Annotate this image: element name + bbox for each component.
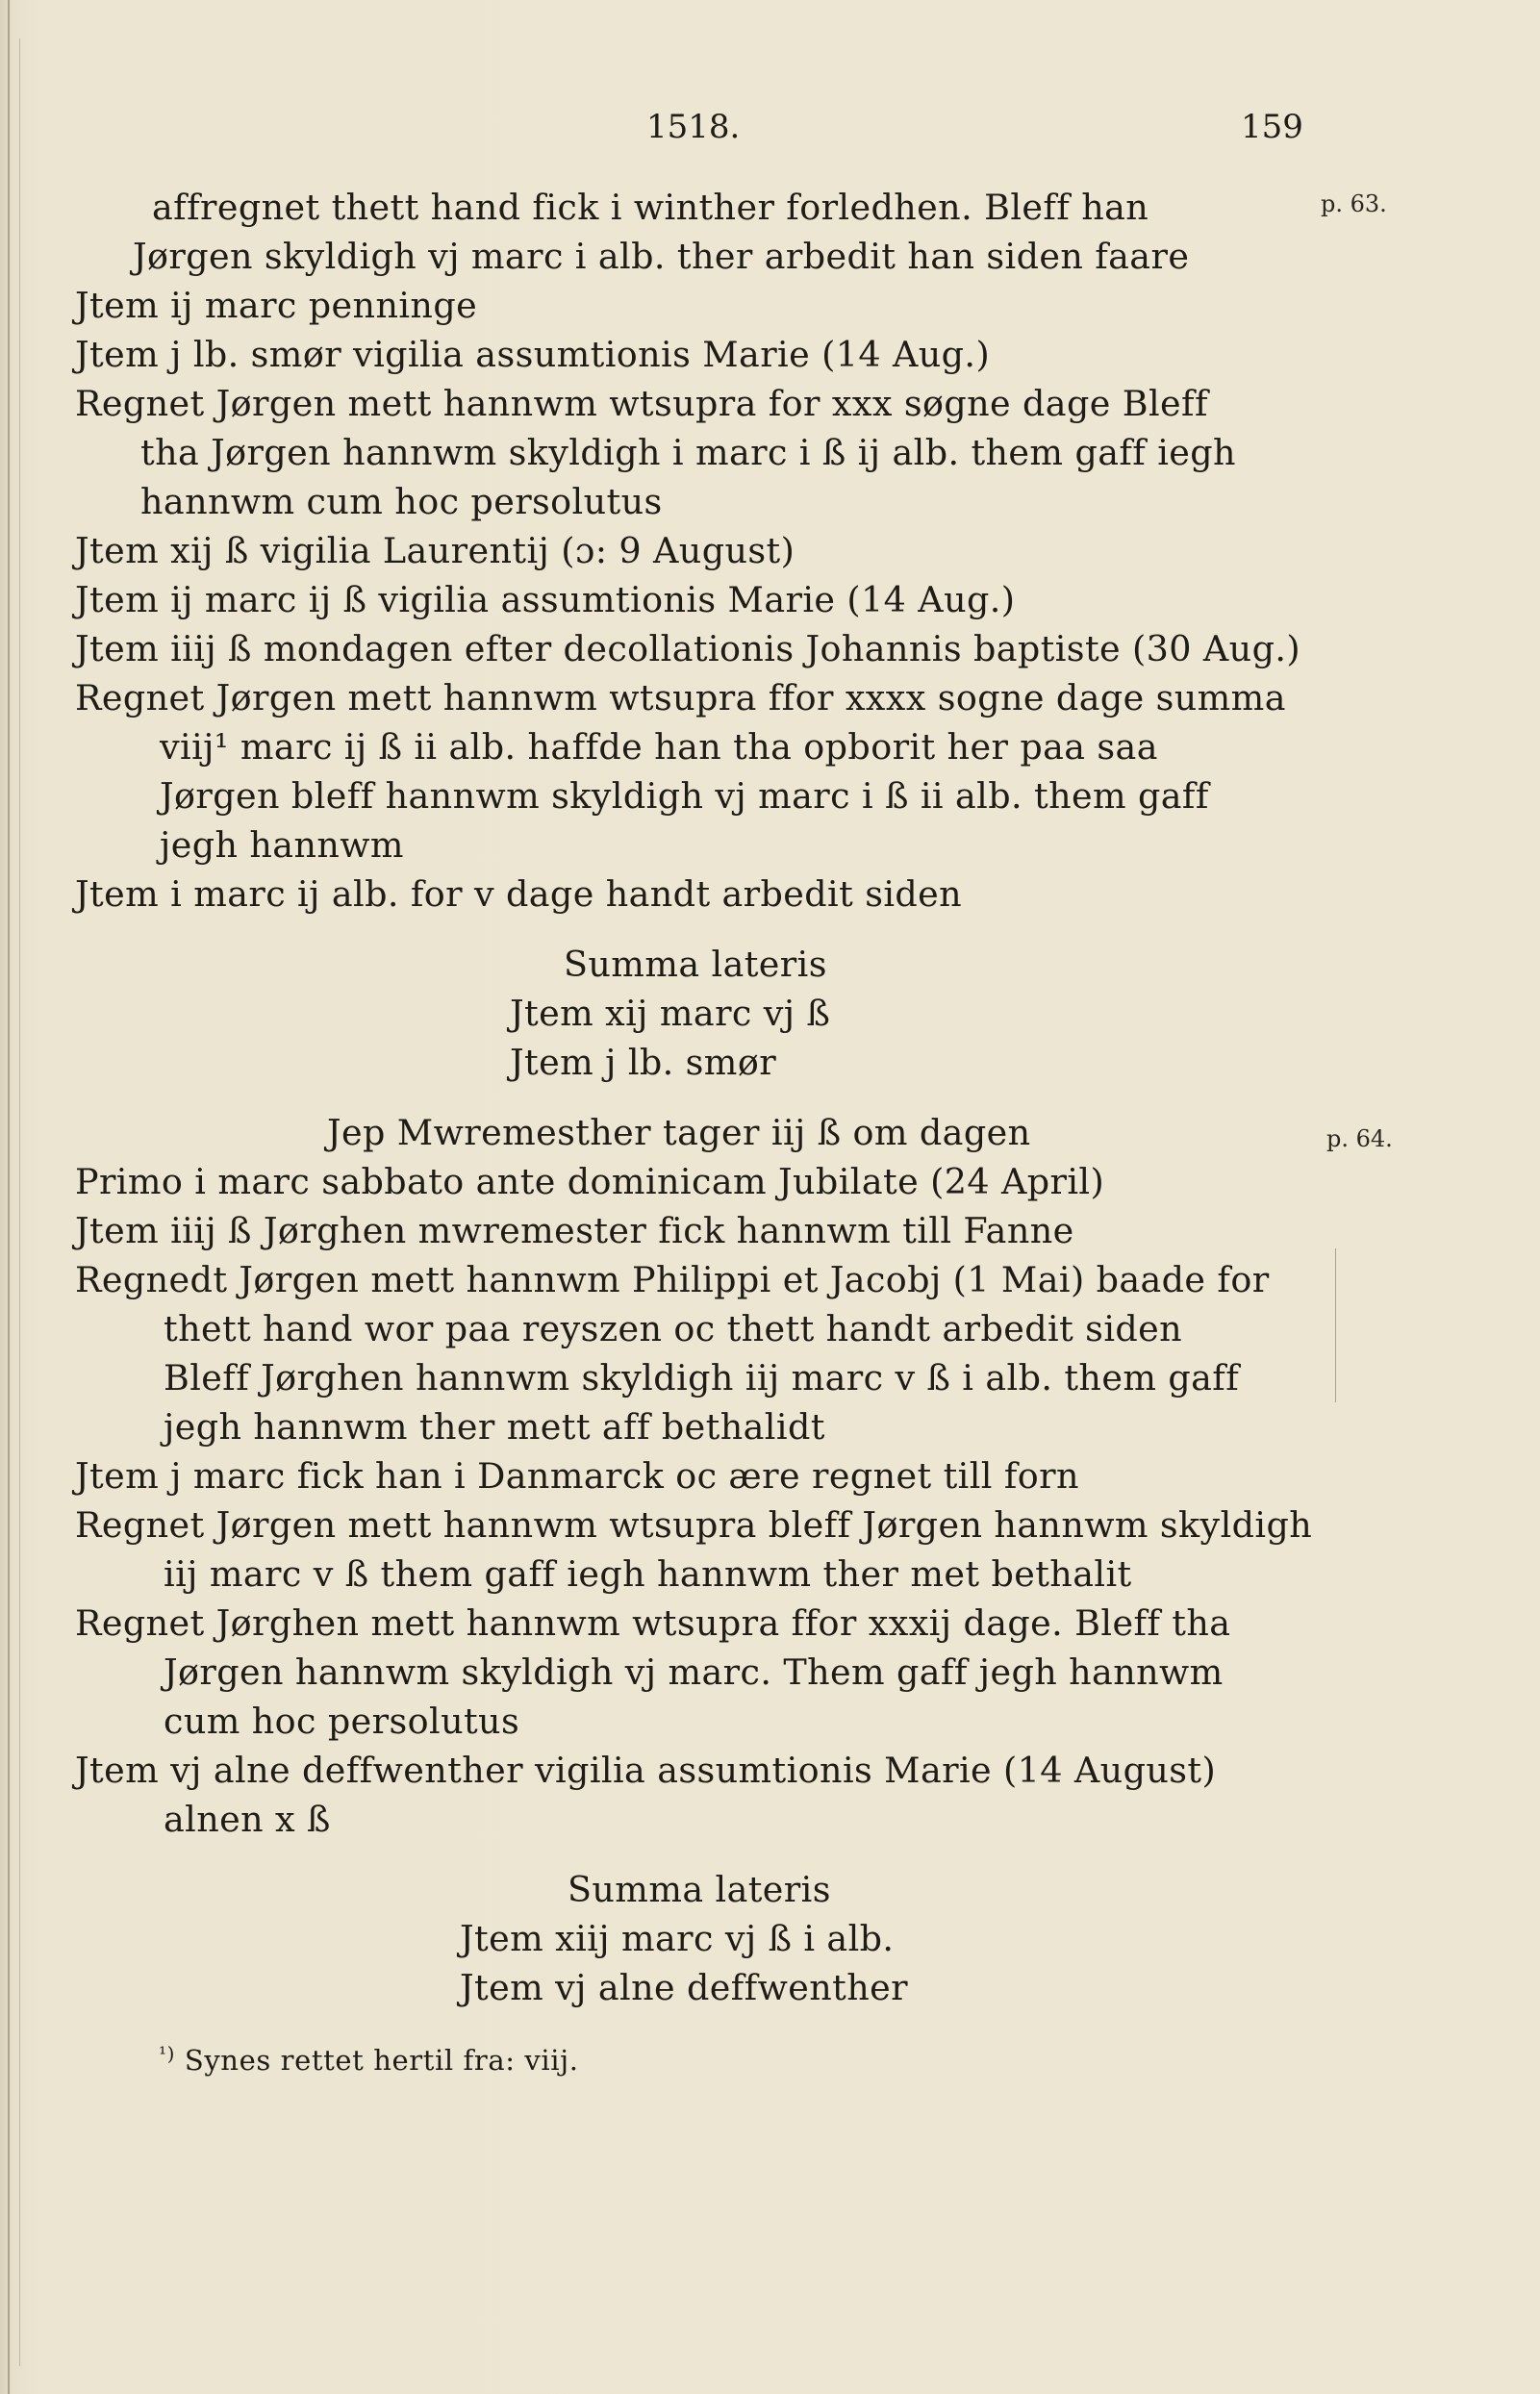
summa-heading: Summa lateris bbox=[568, 1869, 831, 1910]
text-line: alnen x ß bbox=[164, 1799, 331, 1840]
summa-line: Jtem xij marc vj ß bbox=[510, 993, 831, 1034]
footnote bbox=[159, 2044, 579, 2077]
text-line: Jtem ij marc ij ß vigilia assumtionis Marie (14 Aug.) bbox=[75, 579, 1016, 620]
section-heading: Jep Mwremesther tager iij ß om dagen bbox=[327, 1112, 1031, 1153]
pencil-mark bbox=[1335, 1248, 1339, 1402]
summa-line: Jtem j lb. smør bbox=[510, 1042, 777, 1083]
text-line: affregnet thett hand fick i winther forledhen. Bleff han bbox=[152, 187, 1149, 228]
text-line: Regnet Jørghen mett hannwm wtsupra ffor xxxij dage. Bleff tha bbox=[75, 1602, 1231, 1644]
text-line: Regnet Jørgen mett hannwm wtsupra bleff Jørgen hannwm skyldigh bbox=[75, 1504, 1313, 1546]
binding-edge-inner bbox=[19, 38, 20, 2366]
header-page-number: 159 bbox=[1241, 108, 1303, 146]
running-header bbox=[0, 108, 1540, 156]
text-line: Jtem vj alne deffwenther vigilia assumtionis Marie (14 August) bbox=[75, 1750, 1217, 1791]
text-line: Jtem xij ß vigilia Laurentij (ɔ: 9 August) bbox=[75, 530, 795, 571]
summa-block-1 bbox=[75, 940, 1316, 1087]
summa-line: Jtem xiij marc vj ß i alb. bbox=[460, 1918, 895, 1959]
text-line: Jørgen bleff hannwm skyldigh vj marc i ß ii alb. them gaff bbox=[160, 775, 1209, 817]
text-line: Regnet Jørgen mett hannwm wtsupra ffor xxxx sogne dage summa bbox=[75, 677, 1286, 718]
summa-heading: Summa lateris bbox=[564, 944, 827, 985]
footnote-text: Synes rettet hertil fra: viij. bbox=[175, 2044, 579, 2077]
header-year: 1518. bbox=[646, 108, 741, 146]
text-line: Jørgen hannwm skyldigh vj marc. Them gaff jegh hannwm bbox=[164, 1651, 1224, 1693]
text-line: Primo i marc sabbato ante dominicam Jubilate (24 April) bbox=[75, 1161, 1105, 1202]
text-line: Bleff Jørghen hannwm skyldigh iij marc v ß i alb. them gaff bbox=[164, 1357, 1240, 1399]
text-line: hannwm cum hoc persolutus bbox=[140, 481, 663, 522]
text-line: Jtem j lb. smør vigilia assumtionis Marie (14 Aug.) bbox=[75, 334, 991, 375]
text-line: iij marc v ß them gaff iegh hannwm ther met bethalit bbox=[164, 1553, 1132, 1595]
text-line: viij¹ marc ij ß ii alb. haffde han tha opborit her paa saa bbox=[160, 726, 1158, 768]
text-line: Regnedt Jørgen mett hannwm Philippi et Jacobj (1 Mai) baade for bbox=[75, 1259, 1270, 1300]
account-text bbox=[75, 183, 1316, 2012]
text-line: jegh hannwm bbox=[160, 824, 404, 866]
text-line: Jørgen skyldigh vj marc i alb. ther arbedit han siden faare bbox=[133, 236, 1190, 277]
summa-line: Jtem vj alne deffwenther bbox=[460, 1967, 908, 2008]
text-line: Regnet Jørgen mett hannwm wtsupra for xxx søgne dage Bleff bbox=[75, 383, 1208, 424]
margin-note-p64: p. 64. bbox=[1326, 1125, 1393, 1152]
text-line: Jtem j marc fick han i Danmarck oc ære regnet till forn bbox=[75, 1455, 1079, 1497]
binding-edge bbox=[8, 0, 10, 2394]
footnote-marker: ¹) bbox=[159, 2042, 176, 2065]
summa-block-2 bbox=[75, 1865, 1316, 2012]
text-line: Jtem iiij ß Jørghen mwremester fick hannwm till Fanne bbox=[75, 1210, 1074, 1251]
text-line: cum hoc persolutus bbox=[164, 1701, 520, 1742]
text-line: Jtem i marc ij alb. for v dage handt arbedit siden bbox=[75, 873, 963, 915]
margin-note-p63: p. 63. bbox=[1321, 190, 1387, 217]
text-line: jegh hannwm ther mett aff bethalidt bbox=[164, 1406, 825, 1448]
text-line: tha Jørgen hannwm skyldigh i marc i ß ij alb. them gaff iegh bbox=[140, 432, 1236, 473]
text-line: thett hand wor paa reyszen oc thett handt arbedit siden bbox=[164, 1308, 1183, 1349]
text-line: Jtem iiij ß mondagen efter decollationis Johannis baptiste (30 Aug.) bbox=[75, 628, 1300, 669]
text-line: Jtem ij marc penninge bbox=[75, 285, 478, 326]
